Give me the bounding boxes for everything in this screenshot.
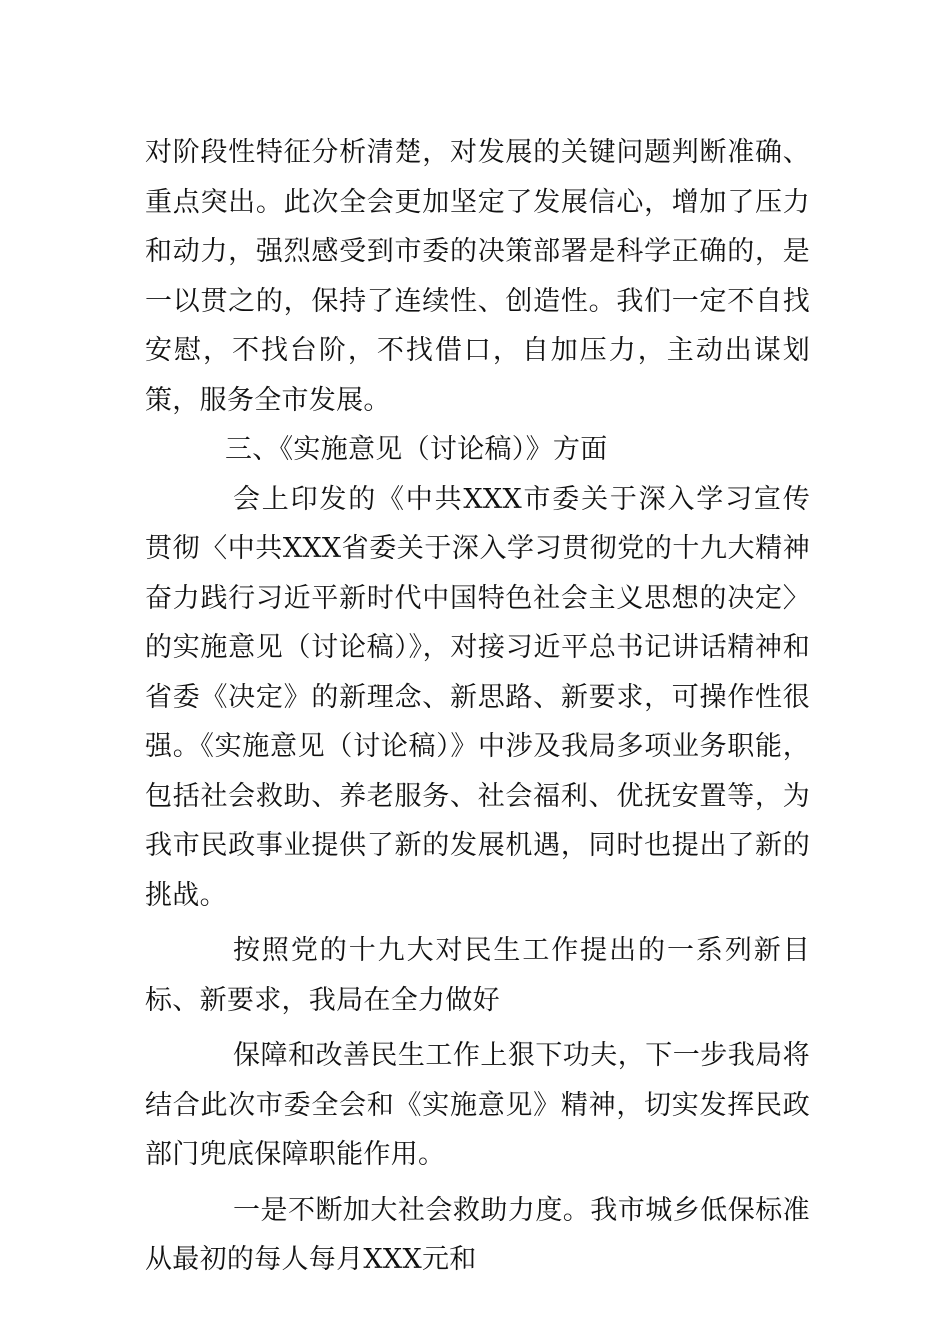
paragraph-new-goals: 按照党的十九大对民生工作提出的一系列新目标、新要求，我局在全力做好: [145, 935, 810, 1016]
paragraph-social-assistance: 一是不断加大社会救助力度。我市城乡低保标准从最初的每人每月XXX元和: [145, 1194, 810, 1275]
document-body: [145, 128, 810, 1285]
paragraph-development-reflection: 对阶段性特征分析清楚，对发展的关键问题判断准确、重点突出。此次全会更加坚定了发展信心，增加了压力和动力，强烈感受到市委的决策部署是科学正确的，是一以贯之的，保持了连续性、创造性。我们一定不自找安慰，不找台阶，不找借口，自加压力，主动出谋划策，服务全市发展。: [145, 137, 810, 416]
section-heading-implementation-opinion: 三、《实施意见（讨论稿）》方面: [225, 434, 608, 465]
paragraph-implementation-opinion: 会上印发的《中共XXX市委关于深入学习宣传贯彻〈中共XXX省委关于深入学习贯彻党的十九大精神奋力践行习近平新时代中国特色社会主义思想的决定〉的实施意见（讨论稿）》，对接习近平总书记讲话精神和省委《决定》的新理念、新思路、新要求，可操作性很强。《实施意见（讨论稿）》中涉及我局多项业务职能，包括社会救助、养老服务、社会福利、优抚安置等，为我市民政事业提供了新的发展机遇，同时也提出了新的挑战。: [145, 483, 810, 911]
paragraph-livelihood-guarantee: 保障和改善民生工作上狠下功夫，下一步我局将结合此次市委全会和《实施意见》精神，切实发挥民政部门兜底保障职能作用。: [145, 1040, 810, 1170]
